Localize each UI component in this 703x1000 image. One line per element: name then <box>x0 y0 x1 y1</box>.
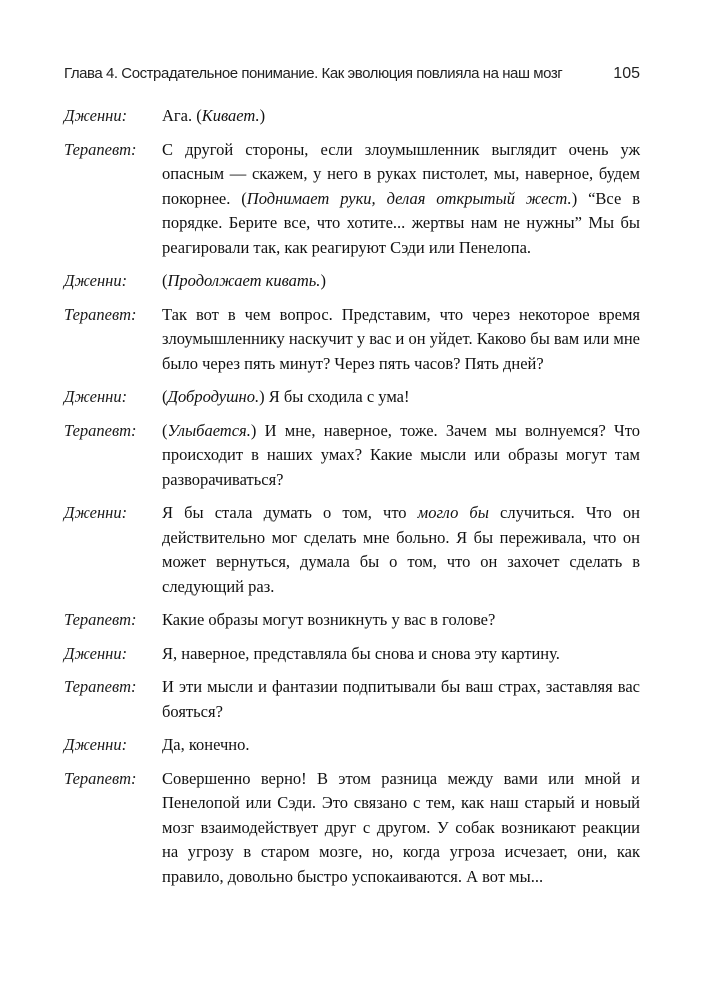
page-number: 105 <box>613 65 640 82</box>
speech-text: ( <box>162 420 168 440</box>
dialogue-entry <box>64 138 640 261</box>
speaker-name: Терапевт: <box>64 768 137 788</box>
speaker-name: Дженни: <box>64 735 128 754</box>
speech-text: ) <box>320 271 326 290</box>
speech-text: Ага. ( <box>162 106 202 125</box>
speech-text: ) <box>259 106 266 125</box>
speaker-name: Терапевт: <box>64 677 137 696</box>
speech-text: ) Я бы сходила с ума! <box>259 387 410 406</box>
speech-text: Я, наверное, представляла бы снова и снова эту картину. <box>162 643 560 663</box>
spoken-line <box>162 419 640 493</box>
speech-text: Так вот в чем вопрос. Представим, что через некоторое время злоумышленнику наскучит у вас и он уйдет. Каково бы вам или мне было через пять минут? Через пять часов? Пять дней? <box>162 304 640 373</box>
spoken-line <box>162 767 640 890</box>
speech-text: Совершенно верно! В этом разница между вами или мной и Пенелопой или Сэди. Это связано с тем, как наш старый и новый мозг взаимодействует друг с другом. У собак возникают реакции на угрозу в старом мозге, но, когда угроза исчезает, они, как правило, довольно быстро успокаиваются. А вот мы... <box>162 768 640 886</box>
speaker-name: Дженни: <box>64 643 128 663</box>
chapter-title: Глава 4. Сострадательное понимание. Как эволюция повлияла на наш мозг <box>64 65 563 82</box>
stage-direction: могло бы <box>417 503 489 522</box>
spoken-line <box>162 269 640 294</box>
stage-direction: Улыбается. <box>167 420 251 440</box>
stage-direction: Продолжает кивать. <box>167 271 321 290</box>
speech-text: И эти мысли и фантазии подпитывали бы ваш страх, заставляя вас бояться? <box>162 677 640 721</box>
speech-text: Да, конечно. <box>162 735 250 754</box>
speaker-name: Терапевт: <box>64 610 137 629</box>
spoken-line <box>162 104 640 129</box>
dialogue-entry <box>64 104 640 129</box>
spoken-line <box>162 501 640 599</box>
speaker-name: Дженни: <box>64 503 128 522</box>
dialogue-entry <box>64 675 640 724</box>
speech-text: Я бы стала думать о том, что <box>162 503 418 522</box>
speaker-name: Терапевт: <box>64 420 137 440</box>
spoken-line <box>162 733 640 758</box>
speaker-name: Терапевт: <box>64 139 137 159</box>
speech-text: С другой стороны, если злоумышленник выглядит очень уж опасным — скажем, у него в руках пистолет, мы, наверное, будем покорнее. ( <box>162 139 640 208</box>
stage-direction: Поднимает руки, делая открытый жест. <box>246 188 572 208</box>
speaker-name: Дженни: <box>64 271 128 290</box>
spoken-line <box>162 608 640 633</box>
running-header <box>64 65 640 83</box>
speaker-name: Терапевт: <box>64 304 137 324</box>
spoken-line <box>162 675 640 724</box>
spoken-line <box>162 385 640 410</box>
speech-text: Какие образы могут возникнуть у вас в голове? <box>162 610 496 629</box>
spoken-line <box>162 642 640 667</box>
dialogue-transcript <box>64 104 640 898</box>
spoken-line <box>162 138 640 261</box>
speaker-name: Дженни: <box>64 387 128 406</box>
speech-text: ) “Все в порядке. Берите все, что хотите... жертвы нам не нужны” Мы бы реагировали так, как реагируют Сэди или Пенелопа. <box>162 188 640 257</box>
dialogue-entry <box>64 501 640 599</box>
dialogue-entry <box>64 385 640 410</box>
dialogue-entry <box>64 608 640 633</box>
dialogue-entry <box>64 269 640 294</box>
dialogue-entry <box>64 642 640 667</box>
speech-text: ( <box>162 271 168 290</box>
stage-direction: Кивает. <box>201 106 260 125</box>
stage-direction: Добродушно. <box>167 387 260 406</box>
dialogue-entry <box>64 419 640 493</box>
speech-text: ) И мне, наверное, тоже. Зачем мы волнуемся? Что происходит в наших умах? Какие мысли или образы могут там разворачиваться? <box>162 420 640 489</box>
dialogue-entry <box>64 733 640 758</box>
dialogue-entry <box>64 303 640 377</box>
speech-text: случиться. Что он действительно мог сделать мне больно. Я бы переживала, что он может вернуться, думала бы о том, что он захочет сделать в следующий раз. <box>162 503 640 596</box>
spoken-line <box>162 303 640 377</box>
dialogue-entry <box>64 767 640 890</box>
speech-text: ( <box>162 387 168 406</box>
speaker-name: Дженни: <box>64 106 128 125</box>
